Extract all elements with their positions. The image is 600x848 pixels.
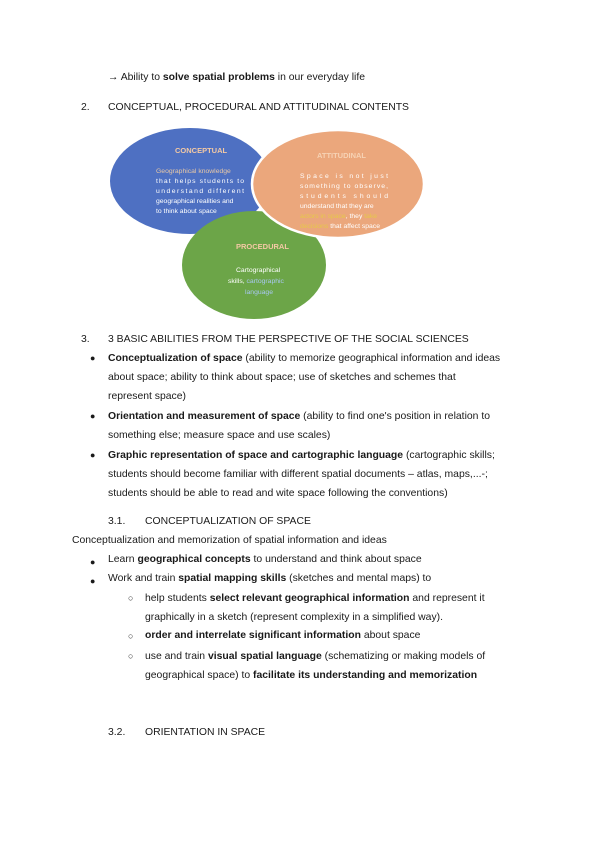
bullet-icon: ●	[90, 353, 96, 363]
intro-line: → Ability to solve spatial problems in our everyday life	[108, 72, 366, 83]
section-3-2-number: 3.2.	[108, 727, 126, 738]
list-item-learn: Learn geographical concepts to understand and think about space	[108, 554, 422, 565]
attitudinal-line-6: decisions that affect space	[300, 223, 380, 230]
list-item-3: Graphic representation of space and cartographic language (cartographic skills; students should become familiar with different spatial documents – atlas, maps,...-; students should be able to read and wite space following the conventions)	[108, 450, 495, 499]
bullet-icon: ●	[90, 411, 96, 421]
procedural-title: PROCEDURAL	[236, 242, 289, 251]
attitudinal-line-3: students should	[300, 193, 388, 200]
section-3-1-title: CONCEPTUALIZATION OF SPACE	[145, 516, 311, 527]
conceptual-line-5: to think about space	[156, 208, 217, 215]
sub-item-2: order and interrelate significant information about space	[145, 630, 421, 641]
conceptual-title: CONCEPTUAL	[175, 146, 228, 155]
circle-bullet-icon: ○	[128, 651, 134, 661]
attitudinal-line-5: actors in space, they take	[300, 213, 378, 220]
sub-item-1: help students select relevant geographical information and represent it graphically in a sketch (represent complexity in a simplified way).	[145, 593, 485, 623]
attitudinal-line-2: something to observe,	[300, 183, 388, 190]
list-item-work: Work and train spatial mapping skills (sketches and mental maps) to	[108, 573, 432, 584]
list-item-1: Conceptualization of space (ability to memorize geographical information and ideas about space; ability to think about space; use of sketches and schemes that represent space)	[108, 353, 501, 402]
list-item-2: Orientation and measurement of space (ability to find one's position in relation to something else; measure space and use scales)	[108, 411, 490, 441]
section-3-title: 3 BASIC ABILITIES FROM THE PERSPECTIVE OF THE SOCIAL SCIENCES	[108, 334, 469, 345]
procedural-line-3: language	[245, 289, 273, 296]
circle-bullet-icon: ○	[128, 593, 134, 603]
bullet-icon: ●	[90, 450, 96, 460]
circle-bullet-icon: ○	[128, 631, 134, 641]
attitudinal-title: ATTITUDINAL	[317, 151, 367, 160]
bullet-icon: ●	[90, 576, 96, 586]
section-2-number: 2.	[81, 102, 90, 113]
arrow-icon: →	[108, 72, 119, 83]
section-2-title: CONCEPTUAL, PROCEDURAL AND ATTITUDINAL CONTENTS	[108, 102, 409, 113]
conceptual-line-3: understand different	[156, 188, 244, 195]
bullet-icon: ●	[90, 557, 96, 567]
attitudinal-line-4: understand that they are	[300, 203, 374, 210]
section-3-number: 3.	[81, 334, 90, 345]
conceptual-line-4: geographical realities and	[156, 198, 234, 205]
procedural-line-1: Cartographical	[236, 267, 281, 274]
attitudinal-line-1: Space is not just	[300, 173, 388, 180]
sub-item-3: use and train visual spatial language (schematizing or making models of geographical space) to facilitate its understanding and memorization	[145, 651, 486, 681]
section-3-2-title: ORIENTATION IN SPACE	[145, 727, 266, 738]
section-3-1-intro: Conceptualization and memorization of spatial information and ideas	[72, 535, 387, 546]
conceptual-line-2: that helps students to	[156, 178, 244, 185]
section-3-1-number: 3.1.	[108, 516, 126, 527]
procedural-line-2: skills, cartographic	[228, 278, 284, 285]
conceptual-line-1: Geographical knowledge	[156, 168, 231, 175]
